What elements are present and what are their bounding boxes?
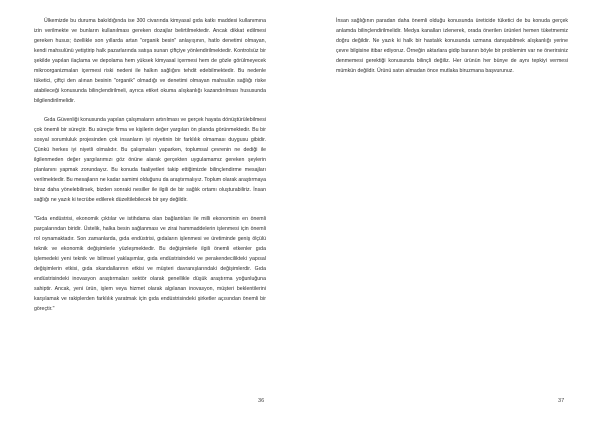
left-page-text-column: [34, 16, 266, 323]
left-paragraph-3-quote: "Gıda endüstrisi, ekonomik çıktılar ve istihdama olan bağlantıları ile milli ekonominin en önemli parçalarından biridir. Üstelik, halka besin sağlanması ve zirai hammaddelerin işlenmesi için önemli rol oynamaktadır. Son zamanlarda, gıda endüstrisi, gıdaların işlenmesi ve üretiminde geniş ölçülü teknik ve ekonomik değişimlerle yüzleşmektedir. Bu değişimlerle ilgili önemli etkenler gıda işlemedeki yeni teknik ve bilimsel yaklaşımlar, gıda endüstrisindeki ve perakendecilikteki yapısal değişimlerin etkisi, gıda skandallarının etkisi ve müşteri davranışlarındaki değişimlerdir. Gıda endüstrisindeki inovasyon araştırmaları sektör olarak genellikle düşük araştırma yoğunluğuna sahiptir. Ancak, yeni ürün, işlem veya hizmet olarak algılanan inovasyon, müşteri beklentilerini karşılamak ve rakiplerden farklılık yaratmak için gıda endüstrisindeki şirketler açısından önemli bir göreçtir.": [34, 216, 266, 312]
right-paragraph-1: İnsan sağlığının paradan daha önemli olduğu konusunda üreticide tüketici de bu konuda gerçek anlamda bilinçlendirilmelidir. Medya kanalları izlenerek, orada önerilen ürünleri hemen tüketmemiz doğru değildir. Ne yazık ki halk bir hastalık konusunda uzmana danışabilmek alışkanlığı yerine çevre bilgisine itibar ediyoruz. Örneğin aktarlara gidip baranın böyle bir problemim var ne önerirsiniz denmemesi gerektiği konusunda bilinçli değiliz. Her ürünün her bünye de aynı tepkiyi vermesi mümkün değildir. Ürünü satın almadan önce mutlaka biruzmana başvurunuz.: [336, 18, 568, 74]
left-page-number: 36: [258, 398, 265, 404]
right-page-number: 37: [558, 398, 565, 404]
right-page-text-column: [336, 16, 568, 85]
left-paragraph-1: Ülkemizde bu duruma bakıldığında ise 300 civarında kimyasal gıda katkı maddesi kullanımına izin verilmekte ve bunların kullanılması gereken dozajlar belirtilmektedir. Ancak dikkat edilmesi gereken husus; özellikle son yıllarda artan "organik besin" anlayışının, hatlo denetimi olmayan, kendi mahsulünü yetiştirip halk pazarlarında satışa sunan çiftçiye yönlendirilmektedir. Kontrolsüz bir şekilde yapılan ilaçlama ve depolama hem yüksek kimyasal içermesi hem de gözle görülmeyecek mikroorganizmaları içermesi riski nedeni ile halkın sağlığını tehdit edebilmektedir. Bu nedenle tüketici, çiftçi den alınan besinin "organik" olmadığı ve denetimi olmayan mahsulün sağlığı riske atabileceği konusunda bilinçlendirilmeli, ayrıca etiket okuma alışkanlığı kazandırılması hususunda bilgilendirilmelidir.: [34, 18, 266, 104]
left-paragraph-2: Gıda Güvenliği konusunda yapılan çalışmaların artırılması ve gerçek hayata dönüştürülebilmesi çok önemli bir süreçtir. Bu süreçte firma ve kişilerin değer yargıları ön planda görünmektedir. Bu bir sosyal sorumluluk projesinden çok insanların iyi niyetinin bir farklılık olmaması duygusu gibidir. Çünkü herkes iyi niyetli olmalıdır. Bu çalışmaları yaparken, toplumsal çevrenin ne dediği ile ilgilenmeden değer yargılarımızı göz önüne alarak gerçekten uygulamamız gereken şeylerin planlanını yapmak zorundayız. Bu konuda faaliyetleri takip ettiğimizde bilinçlendirme mesajları verilmektedir. Bu mesajların ne kadar samimi olduğunu da araştırmalıyız. Toplum olarak araştırmaya biraz daha yönelebilirsek, bizden sonraki nesiller ile ilgili de bir sağlık ortamı oluşturabiliriz. İnsan sağlığı ne yazık ki tecrübe edilerek düzeltilebilecek bir şey değildir.: [34, 117, 266, 203]
right-page: [300, 0, 600, 424]
